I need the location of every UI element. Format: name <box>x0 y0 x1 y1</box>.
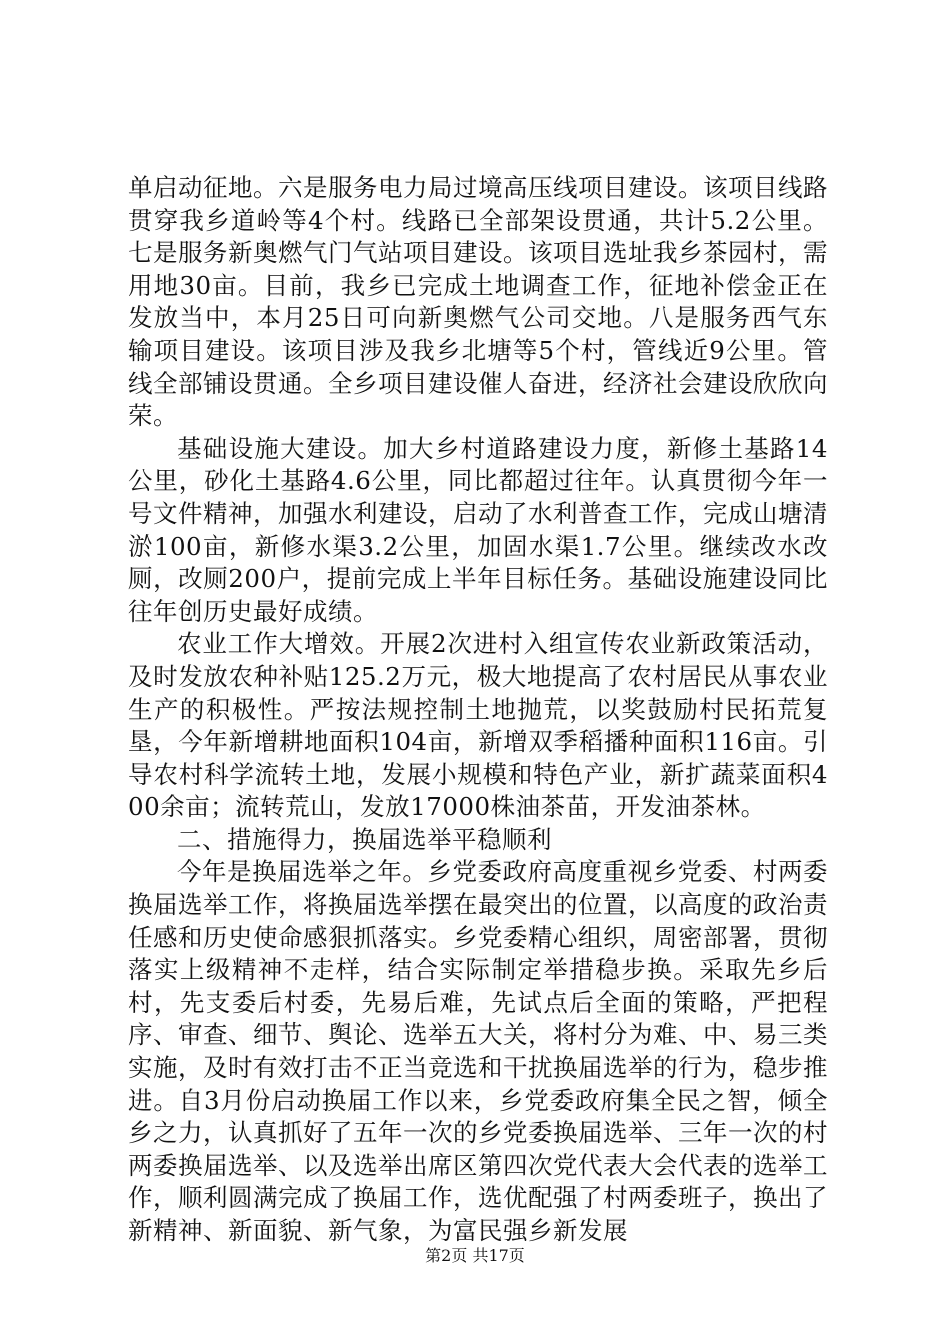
section-heading-election: 二、措施得力，换届选举平稳顺利 <box>177 824 552 854</box>
page-number-footer: 第2页 共17页 <box>425 1246 525 1265</box>
document-body <box>128 172 828 1248</box>
paragraph-infrastructure: 基础设施大建设。加大乡村道路建设力度，新修土基路14公里，砂化土基路4.6公里，同比都超过往年。认真贯彻今年一号文件精神，加强水利建设，启动了水利普查工作，完成山塘清淤100亩，新修水渠3.2公里，加固水渠1.7公里。继续改水改厕，改厕200户，提前完成上半年目标任务。基础设施建设同比往年创历史最好成绩。 <box>128 433 828 626</box>
paragraph-election: 今年是换届选举之年。乡党委政府高度重视乡党委、村两委换届选举工作，将换届选举摆在最突出的位置，以高度的政治责任感和历史使命感狠抓落实。乡党委精心组织，周密部署，贯彻落实上级精神不走样，结合实际制定举措稳步换。采取先乡后村，先支委后村委，先易后难，先试点后全面的策略，严把程序、审查、细节、舆论、选举五大关，将村分为难、中、易三类实施，及时有效打击不正当竞选和干扰换届选举的行为，稳步推进。自3月份启动换届工作以来，乡党委政府集全民之智，倾全乡之力，认真抓好了五年一次的乡党委换届选举、三年一次的村两委换届选举、以及选举出席区第四次党代表大会代表的选举工作，顺利圆满完成了换届工作，选优配强了村两委班子，换出了新精神、新面貌、新气象，为富民强乡新发展 <box>128 857 828 1245</box>
paragraph-project-construction: 单启动征地。六是服务电力局过境高压线项目建设。该项目线路贯穿我乡道岭等4个村。线路已全部架设贯通，共计5.2公里。七是服务新奥燃气门气站项目建设。该项目选址我乡茶园村，需用地30亩。目前，我乡已完成土地调查工作，征地补偿金正在发放当中，本月25日可向新奥燃气公司交地。八是服务西气东输项目建设。该项目涉及我乡北塘等5个村，管线近9公里。管线全部铺设贯通。全乡项目建设催人奋进，经济社会建设欣欣向荣。 <box>128 173 828 431</box>
paragraph-agriculture: 农业工作大增效。开展2次进村入组宣传农业新政策活动，及时发放农种补贴125.2万元，极大地提高了农村居民从事农业生产的积极性。严按法规控制土地抛荒，以奖鼓励村民拓荒复垦，今年新增耕地面积104亩，新增双季稻播种面积116亩。引导农村科学流转土地，发展小规模和特色产业，新扩蔬菜面积400余亩；流转荒山，发放17000株油茶苗，开发油茶林。 <box>128 629 828 822</box>
